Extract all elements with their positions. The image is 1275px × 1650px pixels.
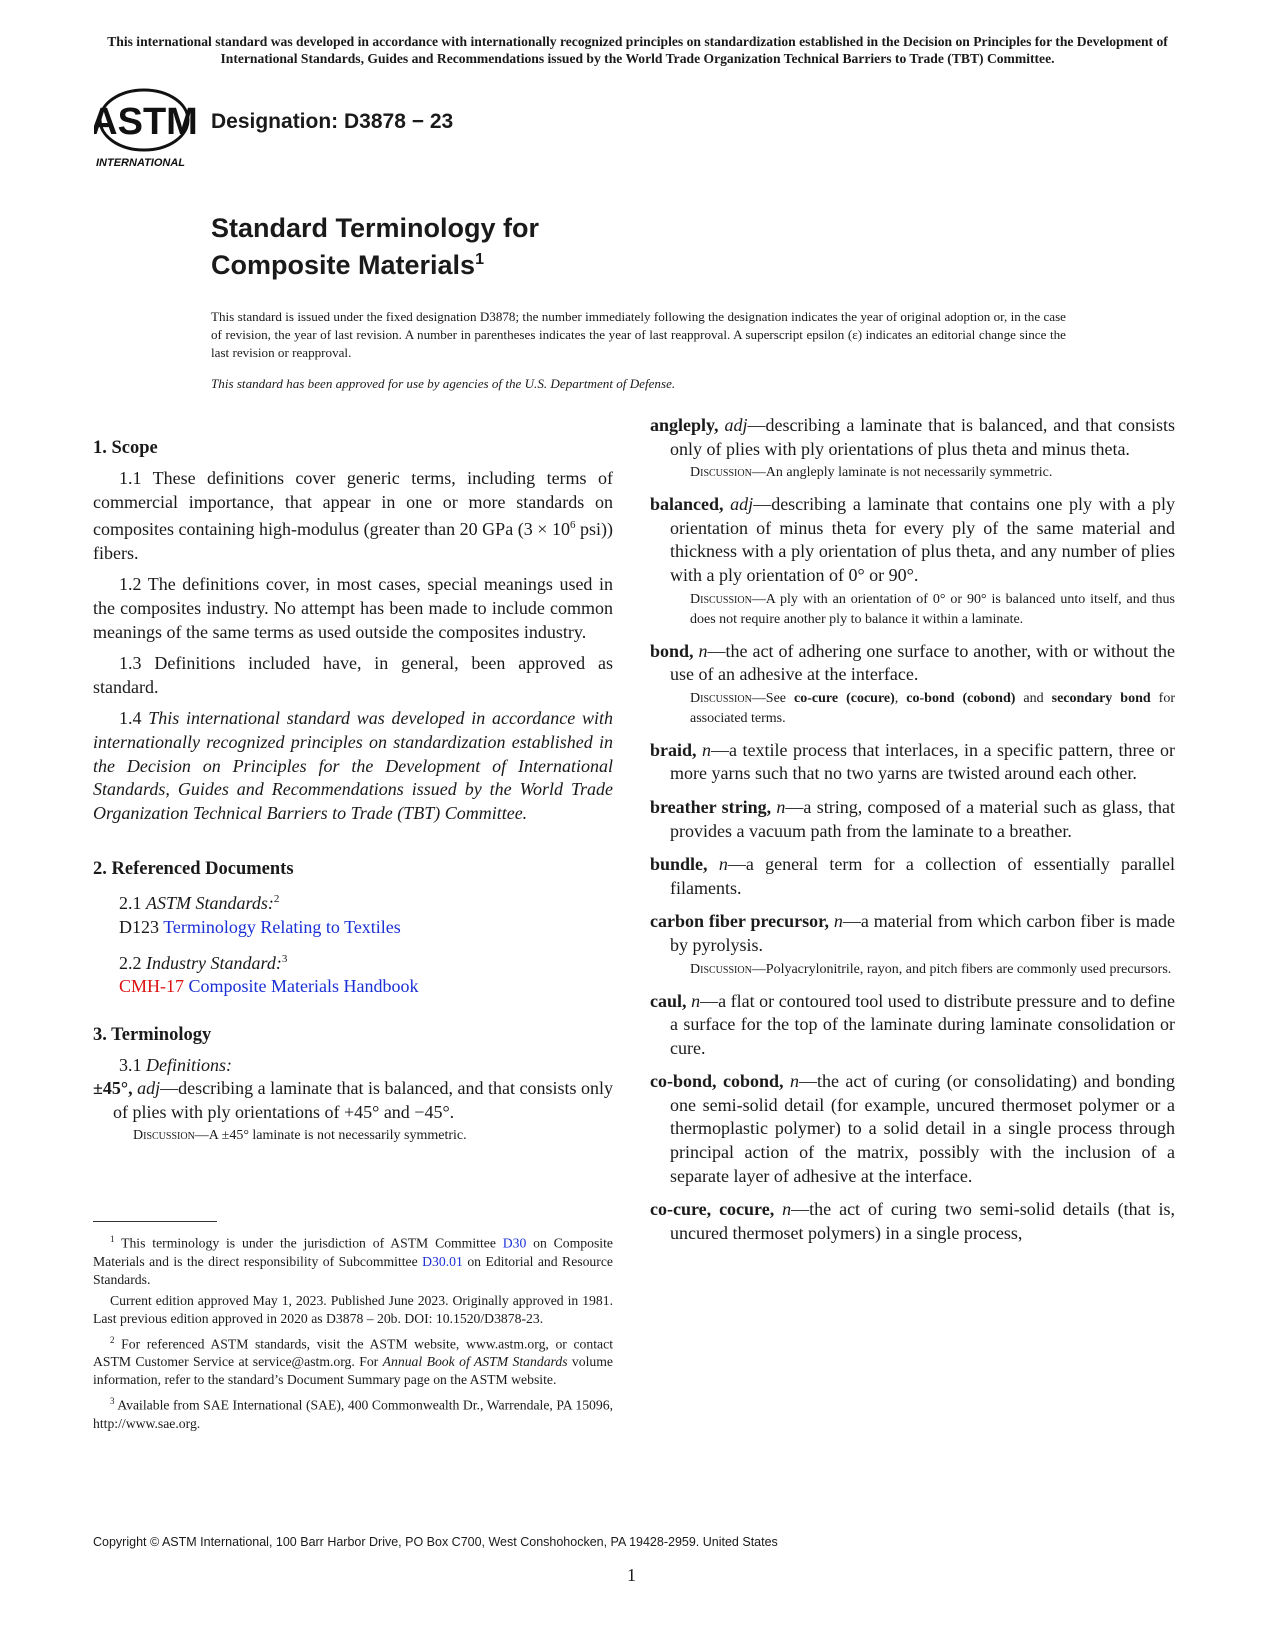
def-cocure: co-cure, cocure, n—the act of curing two semi-solid details (that is, uncured thermoset polymers) in a single process, <box>650 1199 1176 1243</box>
dod-note: This standard has been approved for use by agencies of the U.S. Department of Defense. <box>211 376 676 391</box>
disc-carbon: Discussion—Polyacrylonitrile, rayon, and pitch fibers are commonly used precursors. <box>690 961 1172 977</box>
scope-1-2: 1.2 The definitions cover, in most cases, special meanings used in the composites industry. No attempt has been made to include common meanings of the same terms as used outside the composites industry. <box>93 574 613 642</box>
standard-note: This standard is issued under the fixed designation D3878; the number immediately following the designation indicates the year of original adoption or, in the case of revision, the year of last revision. A number in parentheses indicates the year of last reapproval. A superscript epsilon (ε) indicates an editorial change since the last revision or reapproval. <box>211 309 1066 360</box>
title-footnote-mark: 1 <box>475 251 484 268</box>
tbt-notice: This international standard was developed in accordance with internationally recognized principles on standardization established in the Decision on Principles for the Development of International Standards, Guides and Recommendations issued by the World Trade Organization Technical Barriers to Trade (TBT) Committee. <box>107 34 1168 66</box>
scope-1-4: 1.4 This international standard was developed in accordance with internationally recognized principles on standardization established in the Decision on Principles for the Development of International Standards, Guides and Recommendations issued by the World Trade Organization Technical Barriers to Trade (TBT) Committee. <box>93 708 613 823</box>
def-carbon-fiber-precursor: carbon fiber precursor, n—a material from which carbon fiber is made by pyrolysis. Discussion—Polyacrylonitrile, rayon, and pitch fibers are commonly used precursors. <box>650 910 1175 979</box>
footnote-3: $^3$ Available from SAE International (SAE), 400 Commonwealth Dr., Warrendale, PA 15096, http://www.sae.org. <box>93 1396 613 1431</box>
def-caul: caul, n—a flat or contoured tool used to distribute pressure and to define a surface for the top of the laminate during laminate consolidation or cure. <box>650 990 1176 1058</box>
disc-bond: Discussion—See co-cure (cocure), co-bond (cobond) and secondary bond for associated terms. <box>690 690 1175 726</box>
cmh17-link[interactable]: Composite Materials Handbook <box>188 976 419 997</box>
def-bond: bond, n—the act of adhering one surface to another, with or without the use of an adhesive at the interface. Discussion—See co-cure (cocure), co-bond (cobond) and secondary bond for associated terms. <box>650 640 1175 729</box>
def-bundle: bundle, n—a general term for a collection of essentially parallel filaments. <box>650 854 1176 898</box>
definitions-label: 3.1 Definitions: <box>119 1054 232 1075</box>
footnotes <box>93 1230 613 1436</box>
ref-d123: D123 Terminology Relating to Textiles <box>119 916 401 937</box>
page-number: 1 <box>627 1565 636 1585</box>
def-pm45: ±45°, adj—describing a laminate that is balanced, and that consists only of plies with ply orientations of +45° and −45°. <box>93 1078 614 1122</box>
d3001-link[interactable]: D30.01 <box>422 1253 463 1269</box>
def-breather-string: breather string, n—a string, composed of a material such as glass, that provides a vacuum path from the laminate to a breather. <box>650 796 1175 841</box>
industry-standard-label: 2.2 Industry Standard:$^3$ <box>119 952 288 973</box>
scope-1-1: 1.1 These definitions cover generic terms, including terms of commercial importance, that appear in one or more standards on composites containing high-modulus (greater than 20 GPa ($3 \times 10^6$ psi)) fibers. <box>93 468 614 563</box>
title-line-1: Standard Terminology for <box>211 213 540 243</box>
disc-balanced: Discussion—A ply with an orientation of 0° or 90° is balanced unto itself, and thus does not require another ply to balance it within a laminate. <box>690 591 1175 627</box>
title-line-2: Composite Materials <box>211 250 476 280</box>
referenced-heading: 2. Referenced Documents <box>93 859 294 880</box>
copyright: Copyright © ASTM International, 100 Barr Harbor Drive, PO Box C700, West Conshohocken, PA 19428-2959. United States <box>93 1535 778 1549</box>
def-cobond: co-bond, cobond, n—the act of curing (or consolidating) and bonding one semi-solid detail (for example, uncured thermoset polymer or a thermoplastic polymer) to a solid detail in a single process through principal action of the matrix, possibly with the inclusion of a separate layer of adhesive at the interface. <box>650 1071 1175 1186</box>
cmh17-code-link[interactable]: CMH-17 <box>119 976 189 997</box>
logo-sub: INTERNATIONAL <box>96 157 186 169</box>
disc-pm45: Discussion—A ±45° laminate is not necessarily symmetric. <box>133 1128 467 1144</box>
astm-standards-label: 2.1 ASTM Standards:$^2$ <box>119 893 280 914</box>
def-balanced: balanced, adj—describing a laminate that contains one ply with a ply orientation of minus theta for every ply of the same material and thickness with a ply orientation of plus theta, and any number of plies with a ply orientation of 0° or 90°. Discussion—A ply with an orientation of 0° or 90° is balanced unto itself, and thus does not require another ply to balance it within a laminate. <box>650 493 1175 629</box>
designation: Designation: D3878 − 23 <box>211 110 454 133</box>
d30-link[interactable]: D30 <box>502 1235 527 1251</box>
logo-text: ASTM <box>94 101 198 143</box>
scope-heading: 1. Scope <box>93 438 158 458</box>
footnote-1-edition: Current edition approved May 1, 2023. Published June 2023. Originally approved in 1981. Last previous edition approved in 2020 as D3878 – 20b. DOI: 10.1520/D3878-23. <box>93 1292 613 1326</box>
footnote-2: $^2$ For referenced ASTM standards, visit the ASTM website, www.astm.org, or contact ASTM Customer Service at service@astm.org. For Annual Book of ASTM Standards volume information, refer to the standard’s Document Summary page on the ASTM website. <box>93 1334 613 1388</box>
left-column <box>93 436 613 1146</box>
d123-link[interactable]: Terminology Relating to Textiles <box>163 916 401 937</box>
footnote-1: $^1$ This terminology is under the jurisdiction of ASTM Committee D30 on Composite Materials and is the direct responsibility of Subcommittee D30.01 on Editorial and Resource Standards. <box>93 1234 613 1287</box>
footnote-rule <box>93 1221 217 1222</box>
right-column <box>650 414 1175 1255</box>
def-braid: braid, n—a textile process that interlaces, in a specific pattern, three or more yarns such that no two yarns are twisted around each other. <box>650 739 1175 784</box>
page-title <box>211 212 539 281</box>
astm-logo <box>94 84 202 174</box>
terminology-heading: 3. Terminology <box>93 1024 212 1045</box>
def-angleply: angleply, adj—describing a laminate that is balanced, and that consists only of plies with ply orientations of plus theta and minus theta. Discussion—An angleply laminate is not necessarily symmetric. <box>650 414 1175 483</box>
ref-cmh17 <box>93 975 613 999</box>
disc-angleply: Discussion—An angleply laminate is not necessarily symmetric. <box>690 465 1053 481</box>
scope-1-3: 1.3 Definitions included have, in general, been approved as standard. <box>93 653 613 697</box>
